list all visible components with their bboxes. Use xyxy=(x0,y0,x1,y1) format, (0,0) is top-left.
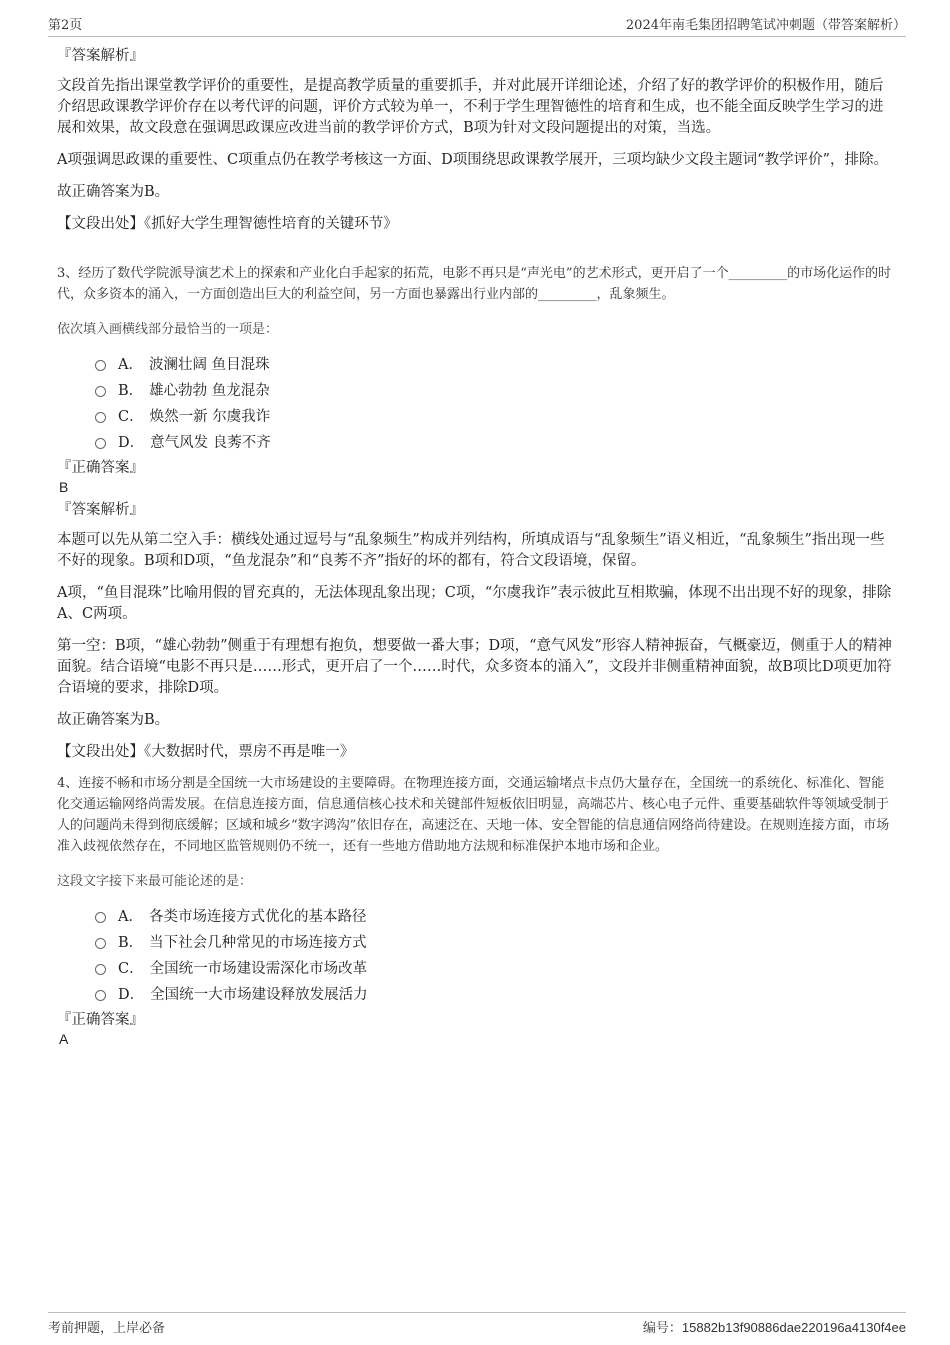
footer-slogan: 考前押题，上岸必备 xyxy=(48,1321,166,1336)
option-c[interactable]: C． 全国统一市场建设需深化市场改革 xyxy=(95,954,895,980)
analysis-paragraph: 文段首先指出课堂教学评价的重要性，是提高教学质量的重要抓手，并对此展开详细论述，介绍了好的教学评价的积极作用，随后介绍思政课教学评价存在以考代评的问题，评价方式较为单一，不利于学生理智德性的培育和生成，也不能全面反映学生学习的进展和效果，故文段意在强调思政课应改进当前的教学评价方式，B项为针对文段问题提出的对策，当选。 xyxy=(57,78,884,136)
question-4-prompt: 这段文字接下来最可能论述的是： xyxy=(57,874,253,889)
question-3-options xyxy=(57,350,895,454)
analysis-paragraph: 本题可以先从第二空入手：横线处通过逗号与“乱象频生”构成并列结构，所填成语与“乱象频生”语义相近，“乱象频生”指出现一些不好的现象。B项和D项，“鱼龙混杂”和“良莠不齐”指好的坏的都有，符合文段语境，保留。 xyxy=(57,532,885,569)
option-c[interactable]: C． 焕然一新 尔虞我诈 xyxy=(95,402,895,428)
radio-icon[interactable] xyxy=(95,912,106,923)
document-title: 2024年南毛集团招聘笔试冲刺题（带答案解析） xyxy=(625,18,906,33)
analysis-paragraph: 第一空：B项，“雄心勃勃”侧重于有理想有抱负，想要做一番大事；D项，“意气风发”形容人精神振奋，气概豪迈，侧重于人的精神面貌。结合语境“电影不再只是……形式，更开启了一个……时代，众多资本的涌入”，文段并非侧重精神面貌，故B项比D项更加符合语境的要求，排除D项。 xyxy=(57,638,892,696)
option-a[interactable]: A． 波澜壮阔 鱼目混珠 xyxy=(95,350,895,376)
radio-icon[interactable] xyxy=(95,964,106,975)
correct-answer-tag: 『正确答案』 xyxy=(57,1012,144,1028)
question-4-stem: 4、连接不畅和市场分割是全国统一大市场建设的主要障碍。在物理连接方面，交通运输堵点卡点仍大量存在，全国统一的系统化、标准化、智能化交通运输网络尚需发展。在信息连接方面，信息通信核心技术和关键部件短板依旧明显，高端芯片、核心电子元件、重要基础软件等领域受制于人的问题尚未得到彻底缓解；区域和城乡“数字鸿沟”依旧存在，高速泛在、天地一体、安全智能的信息通信网络尚待建设。在规则连接方面，市场准入歧视依然存在，不同地区监管规则仍不统一，还有一些地方借助地方法规和标准保护本地市场和企业。 xyxy=(57,776,890,854)
question-4-options xyxy=(57,902,895,1006)
radio-icon[interactable] xyxy=(95,386,106,397)
option-b[interactable]: B． 雄心勃勃 鱼龙混杂 xyxy=(95,376,895,402)
option-b[interactable]: B． 当下社会几种常见的市场连接方式 xyxy=(95,928,895,954)
radio-icon[interactable] xyxy=(95,938,106,949)
analysis-tag: 『答案解析』 xyxy=(57,502,144,518)
analysis-paragraph: A项强调思政课的重要性、C项重点仍在教学考核这一方面、D项围绕思政课教学展开，三项均缺少文段主题词“教学评价”，排除。 xyxy=(57,152,889,168)
page-number: 第2页 xyxy=(48,18,83,33)
document-body xyxy=(57,46,895,1048)
radio-icon[interactable] xyxy=(95,360,106,371)
option-d[interactable]: D． 意气风发 良莠不齐 xyxy=(95,428,895,454)
analysis-paragraph: 故正确答案为B。 xyxy=(57,712,170,728)
analysis-tag: 『答案解析』 xyxy=(57,48,144,64)
correct-answer: B xyxy=(59,479,69,495)
page-header xyxy=(48,14,906,37)
radio-icon[interactable] xyxy=(95,438,106,449)
question-3-stem: 3、经历了数代学院派导演艺术上的探索和产业化白手起家的拓荒，电影不再只是“声光电”的艺术形式，更开启了一个_________的市场化运作的时代，众多资本的涌入，一方面创造出巨大的利益空间，另一方面也暴露出行业内部的_________，乱象频生。 xyxy=(57,266,892,302)
radio-icon[interactable] xyxy=(95,990,106,1001)
source-citation: 【文段出处】《大数据时代，票房不再是唯一》 xyxy=(57,744,355,760)
analysis-paragraph: 故正确答案为B。 xyxy=(57,184,170,200)
option-a[interactable]: A． 各类市场连接方式优化的基本路径 xyxy=(95,902,895,928)
source-citation: 【文段出处】《抓好大学生理智德性培育的关键环节》 xyxy=(57,216,398,232)
option-d[interactable]: D． 全国统一大市场建设释放发展活力 xyxy=(95,980,895,1006)
radio-icon[interactable] xyxy=(95,412,106,423)
document-code: 编号：15882b13f90886dae220196a4130f4ee xyxy=(642,1320,906,1336)
question-3-prompt: 依次填入画横线部分最恰当的一项是： xyxy=(57,322,279,337)
correct-answer-tag: 『正确答案』 xyxy=(57,460,144,476)
analysis-paragraph: A项，“鱼目混珠”比喻用假的冒充真的，无法体现乱象出现；C项，“尔虞我诈”表示彼此互相欺骗，体现不出出现不好的现象，排除A、C两项。 xyxy=(57,585,892,622)
page-footer xyxy=(48,1312,906,1336)
correct-answer: A xyxy=(59,1031,69,1047)
